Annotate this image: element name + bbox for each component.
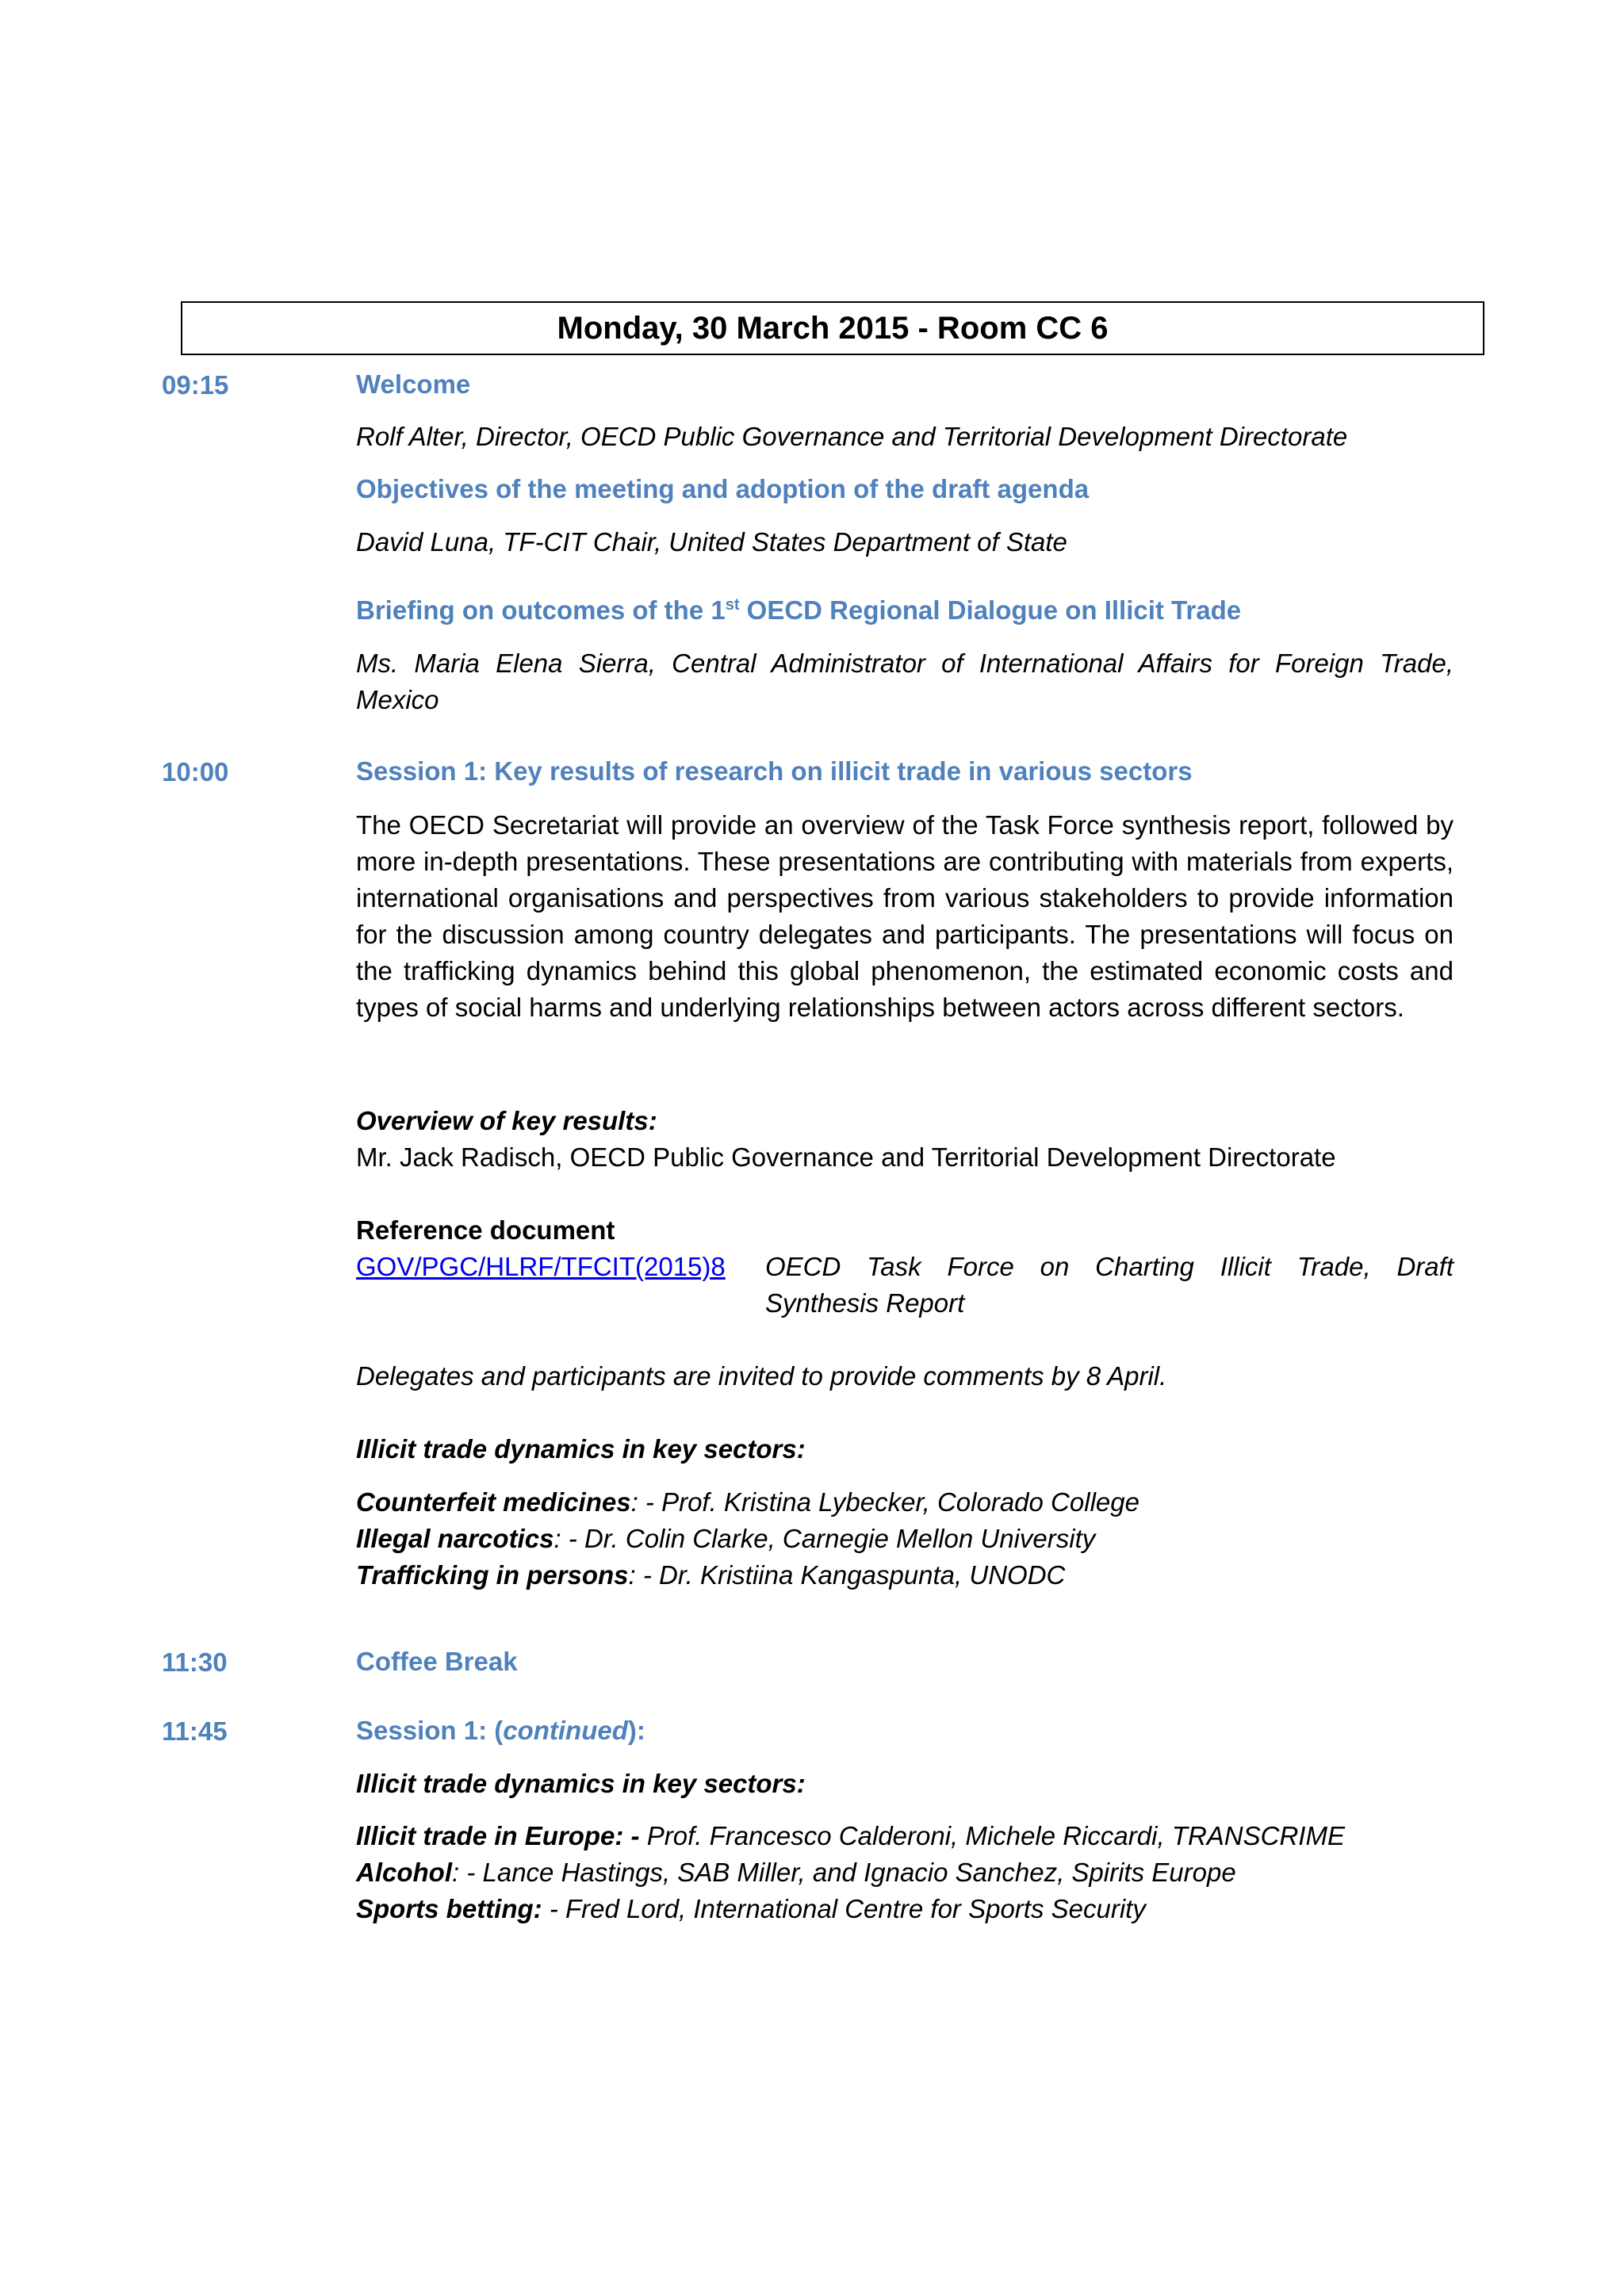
sector-speaker: Lance Hastings, SAB Miller, and Ignacio Sanchez, Spirits Europe <box>482 1858 1236 1887</box>
briefing-title-sup: st <box>725 596 740 614</box>
reference-link <box>356 1249 726 1285</box>
sector-item <box>356 1818 1454 1854</box>
time-1145: 11:45 <box>162 1716 228 1746</box>
objectives-speaker: David Luna, TF-CIT Chair, United States Department of State <box>356 527 1067 557</box>
briefing-speaker-line2: Mexico <box>356 685 439 714</box>
reference-title-line2: Synthesis Report <box>765 1288 965 1318</box>
day-header: Monday, 30 March 2015 - Room CC 6 <box>181 301 1484 355</box>
session1c-italic: continued <box>503 1716 628 1745</box>
sector-label: Illicit trade in Europe: - <box>356 1821 647 1850</box>
coffee-break-title: Coffee Break <box>356 1647 518 1676</box>
sector-speaker: Prof. Kristina Lybecker, Colorado College <box>661 1487 1139 1517</box>
sector-sep: - <box>549 1894 565 1923</box>
session1c-prefix: Session 1: ( <box>356 1716 504 1745</box>
session1-description: The OECD Secretariat will provide an overview of the Task Force synthesis report, followed by more in-depth presentations. These presentations are contributing with materials from experts, international organisations and perspectives from various stakeholders to provide information for the discussion among country delegates and participants. The presentations will focus on the trafficking dynamics behind this global phenomenon, the estimated economic costs and types of social harms and underlying relationships between actors across different sectors. <box>356 810 1454 1022</box>
sector-speaker: Prof. Francesco Calderoni, Michele Riccardi, TRANSCRIME <box>646 1821 1345 1850</box>
overview-heading: Overview of key results: <box>356 1106 657 1135</box>
sector-item <box>356 1557 1454 1594</box>
time-1000: 10:00 <box>162 757 229 786</box>
briefing-title-b: OECD Regional Dialogue on Illicit Trade <box>739 595 1242 625</box>
objectives-title: Objectives of the meeting and adoption of the draft agenda <box>356 474 1090 503</box>
sector-item <box>356 1891 1454 1927</box>
sector-sep: : - <box>553 1524 584 1553</box>
sector-label: Illegal narcotics <box>356 1524 554 1553</box>
sector-label: Sports betting: <box>356 1894 550 1923</box>
dynamics-heading-2: Illicit trade dynamics in key sectors: <box>356 1769 806 1798</box>
sector-sep: : - <box>452 1858 483 1887</box>
sector-label: Trafficking in persons <box>356 1560 629 1590</box>
session1-continued-title <box>356 1712 1454 1749</box>
session1-title: Session 1: Key results of research on illicit trade in various sectors <box>356 756 1193 786</box>
comments-note: Delegates and participants are invited to provide comments by 8 April. <box>356 1361 1167 1391</box>
briefing-title-a: Briefing on outcomes of the 1 <box>356 595 726 625</box>
sector-item <box>356 1484 1454 1521</box>
sector-item <box>356 1854 1454 1891</box>
time-1130: 11:30 <box>162 1647 228 1677</box>
reference-code-link[interactable]: GOV/PGC/HLRF/TFCIT(2015)8 <box>356 1252 726 1281</box>
overview-speaker: Mr. Jack Radisch, OECD Public Governance and Territorial Development Directorate <box>356 1142 1336 1172</box>
sector-item <box>356 1521 1454 1557</box>
sector-sep: : - <box>628 1560 660 1590</box>
sector-label: Alcohol <box>356 1858 452 1887</box>
briefing-title <box>356 592 1454 629</box>
session1c-suffix: ): <box>627 1716 645 1745</box>
sector-speaker: Fred Lord, International Centre for Sports Security <box>565 1894 1146 1923</box>
sector-speaker: Dr. Kristiina Kangaspunta, UNODC <box>659 1560 1066 1590</box>
welcome-speaker: Rolf Alter, Director, OECD Public Governance and Territorial Development Directorate <box>356 422 1348 451</box>
time-0915: 09:15 <box>162 370 229 400</box>
reference-heading: Reference document <box>356 1215 615 1245</box>
sector-sep: : - <box>630 1487 662 1517</box>
briefing-speaker-line1: Ms. Maria Elena Sierra, Central Administrator of International Affairs for Foreign Trade, <box>356 649 1454 678</box>
sector-label: Counterfeit medicines <box>356 1487 631 1517</box>
reference-title-line1: OECD Task Force on Charting Illicit Trade, Draft <box>765 1252 1454 1281</box>
sector-speaker: Dr. Colin Clarke, Carnegie Mellon University <box>584 1524 1096 1553</box>
dynamics-heading: Illicit trade dynamics in key sectors: <box>356 1434 806 1464</box>
welcome-title: Welcome <box>356 369 471 399</box>
